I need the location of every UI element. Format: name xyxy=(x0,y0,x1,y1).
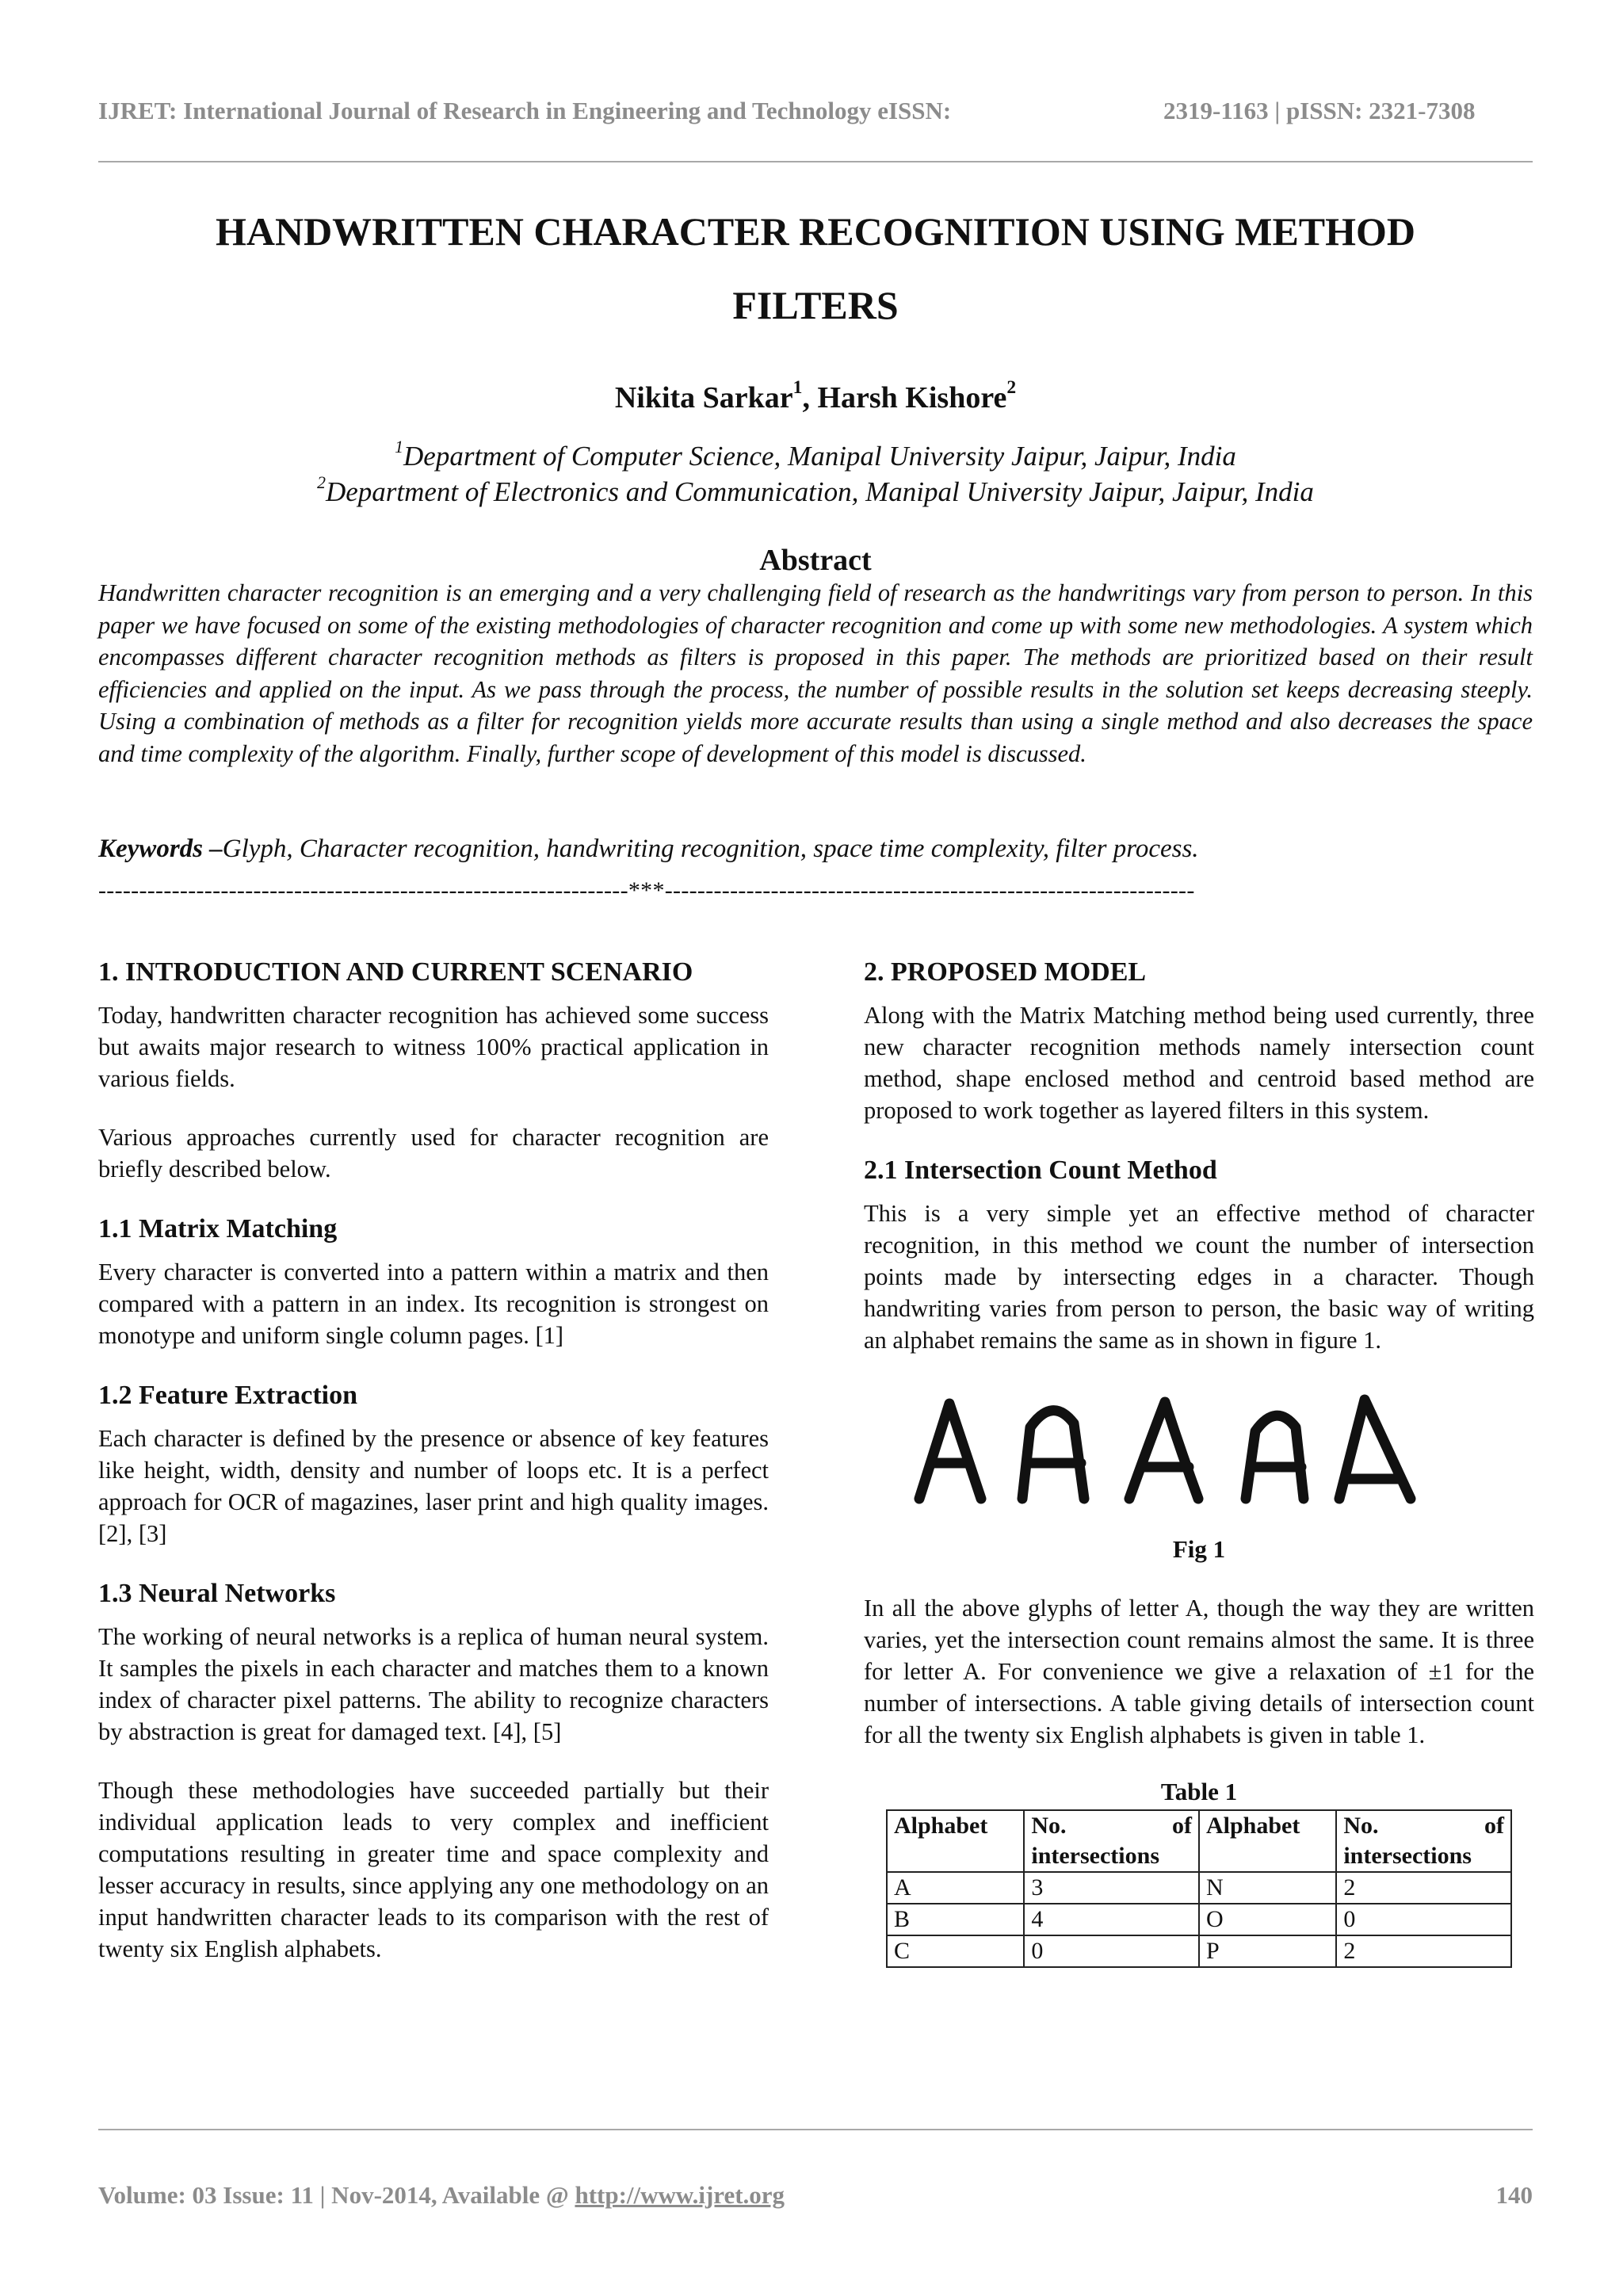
affiliation-text: Department of Computer Science, Manipal University Jaipur, Jaipur, India xyxy=(403,441,1236,472)
table-cell: 4 xyxy=(1024,1904,1199,1935)
keywords xyxy=(98,835,1533,864)
paragraph: Along with the Matrix Matching method being used currently, three new character recognition methods namely intersection count method, shape enclosed method and centroid based method are proposed to work together as layered filters in this system. xyxy=(864,1002,1534,1124)
author-list xyxy=(98,377,1533,415)
author-affil-mark: 2 xyxy=(1006,377,1017,398)
header-word: of xyxy=(1484,1813,1504,1839)
table-row xyxy=(887,1935,1511,1967)
paragraph: In all the above glyphs of letter A, though the way they are written varies, yet the intersection count remains almost the same. It is three for letter A. For convenience we give a relaxation of ±1 for the number of intersections. A table giving details of intersection count for all the twenty six English alphabets is given in table 1. xyxy=(864,1595,1534,1748)
author-affil-mark: 1 xyxy=(792,377,803,398)
table-cell: 0 xyxy=(1336,1904,1511,1935)
table-header-cell: Alphabet xyxy=(887,1810,1024,1872)
section-divider: -----------------------------------------------------------------***----------------------------------------------------------------- xyxy=(98,877,1195,904)
table-cell: O xyxy=(1199,1904,1336,1935)
table-caption: Table 1 xyxy=(1160,1778,1238,1805)
table-cell: N xyxy=(1199,1872,1336,1904)
subsection-heading: 1.3 Neural Networks xyxy=(98,1579,336,1608)
subsection-heading: 1.1 Matrix Matching xyxy=(98,1214,338,1244)
table-cell: 3 xyxy=(1024,1872,1199,1904)
abstract-text: Handwritten character recognition is an emerging and a very challenging field of research as the handwritings vary from person to person. In this paper we have focused on some of the existing methodologies of character recognition and come up with some new methodologies. A system which encompasses different character recognition methods as filters is proposed in this paper. The methods are prioritized based on their result efficiencies and applied on the input. As we pass through the process, the number of possible results in the solution set keeps decreasing steeply. Using a combination of methods as a filter for recognition yields more accurate results than using a single method and also decreases the space and time complexity of the algorithm. Finally, further scope of development of this model is discussed. xyxy=(98,579,1533,767)
header-word: of xyxy=(1171,1813,1192,1839)
table-cell: C xyxy=(887,1935,1024,1967)
table-header-cell xyxy=(1024,1810,1199,1872)
keywords-text: Glyph, Character recognition, handwriting recognition, space time complexity, filter process. xyxy=(222,835,1199,863)
paragraph: The working of neural networks is a replica of human neural system. It samples the pixels in each character and matches them to a known index of character pixel patterns. The ability to recognize characters by abstraction is great for damaged text. [4], [5] xyxy=(98,1623,769,1745)
table-header-row xyxy=(887,1810,1511,1872)
author-name: Nikita Sarkar xyxy=(614,381,793,415)
table-cell: P xyxy=(1199,1935,1336,1967)
paragraph: Every character is converted into a pattern within a matrix and then compared with a pattern in an index. Its recognition is strongest on monotype and uniform single column pages. [1] xyxy=(98,1259,769,1349)
subsection-heading: 2.1 Intersection Count Method xyxy=(864,1156,1217,1185)
paragraph: Though these methodologies have succeeded partially but their individual application leads to very complex and inefficient computations resulting in greater time and space complexity and lesser accuracy in results, since applying any one methodology on an input handwritten character leads to its comparison with the rest of twenty six English alphabets. xyxy=(98,1777,769,1962)
affiliation-mark: 2 xyxy=(317,473,326,492)
author-name: Harsh Kishore xyxy=(817,381,1007,415)
header-word: No. xyxy=(1343,1813,1379,1839)
paper-title-line1: HANDWRITTEN CHARACTER RECOGNITION USING METHOD xyxy=(215,209,1416,254)
section-heading: 2. PROPOSED MODEL xyxy=(864,957,1147,987)
subsection-heading: 1.2 Feature Extraction xyxy=(98,1381,358,1410)
paragraph: This is a very simple yet an effective method of character recognition, in this method we count the number of intersection points made by intersecting edges in a character. Though handwriting varies from person to person, the basic way of writing an alphabet remains the same as in shown in figure 1. xyxy=(864,1200,1534,1354)
running-footer xyxy=(98,2181,1533,2210)
table-row xyxy=(887,1904,1511,1935)
abstract-heading: Abstract xyxy=(759,544,872,577)
keywords-label: Keywords – xyxy=(98,835,223,863)
affiliation xyxy=(98,473,1533,508)
affiliation-mark: 1 xyxy=(395,437,404,457)
table-row xyxy=(887,1872,1511,1904)
paragraph: Various approaches currently used for character recognition are briefly described below. xyxy=(98,1124,769,1182)
paper-title-line2: FILTERS xyxy=(732,283,899,327)
intersection-count-table xyxy=(886,1809,1512,1968)
paragraph: Each character is defined by the presence or absence of key features like height, width, density and number of loops etc. It is a perfect approach for OCR of magazines, laser print and high quality images. [2], [3] xyxy=(98,1425,769,1547)
page-number: 140 xyxy=(1495,2181,1533,2209)
table-header-cell: Alphabet xyxy=(1199,1810,1336,1872)
footer-volume-info: Volume: 03 Issue: 11 | Nov-2014, Available @ xyxy=(98,2181,575,2209)
affiliation xyxy=(98,437,1533,472)
footer-rule xyxy=(98,2129,1533,2130)
journal-name: IJRET: International Journal of Research in Engineering and Technology eISSN: xyxy=(98,97,952,124)
table-cell: B xyxy=(887,1904,1024,1935)
figure-1 xyxy=(864,1380,1534,1515)
handwritten-a-glyphs-icon xyxy=(903,1380,1506,1515)
header-word: No. xyxy=(1031,1813,1067,1839)
affiliation-text: Department of Electronics and Communication, Manipal University Jaipur, Jaipur, India xyxy=(325,476,1314,507)
journal-link[interactable]: http://www.ijret.org xyxy=(575,2181,785,2209)
table-cell: 0 xyxy=(1024,1935,1199,1967)
header-word: intersections xyxy=(1343,1843,1472,1869)
figure-caption: Fig 1 xyxy=(1172,1535,1226,1563)
header-word: intersections xyxy=(1031,1843,1159,1869)
section-heading: 1. INTRODUCTION AND CURRENT SCENARIO xyxy=(98,957,693,987)
header-rule xyxy=(98,161,1533,162)
left-column xyxy=(98,955,769,1992)
table-cell: 2 xyxy=(1336,1872,1511,1904)
right-column xyxy=(864,955,1534,1968)
issn-info: 2319-1163 | pISSN: 2321-7308 xyxy=(1163,97,1476,124)
running-header xyxy=(98,97,1525,125)
author-separator: , xyxy=(802,381,818,415)
table-header-cell xyxy=(1336,1810,1511,1872)
table-cell: A xyxy=(887,1872,1024,1904)
paragraph: Today, handwritten character recognition has achieved some success but awaits major research to witness 100% practical application in various fields. xyxy=(98,1002,769,1092)
table-cell: 2 xyxy=(1336,1935,1511,1967)
